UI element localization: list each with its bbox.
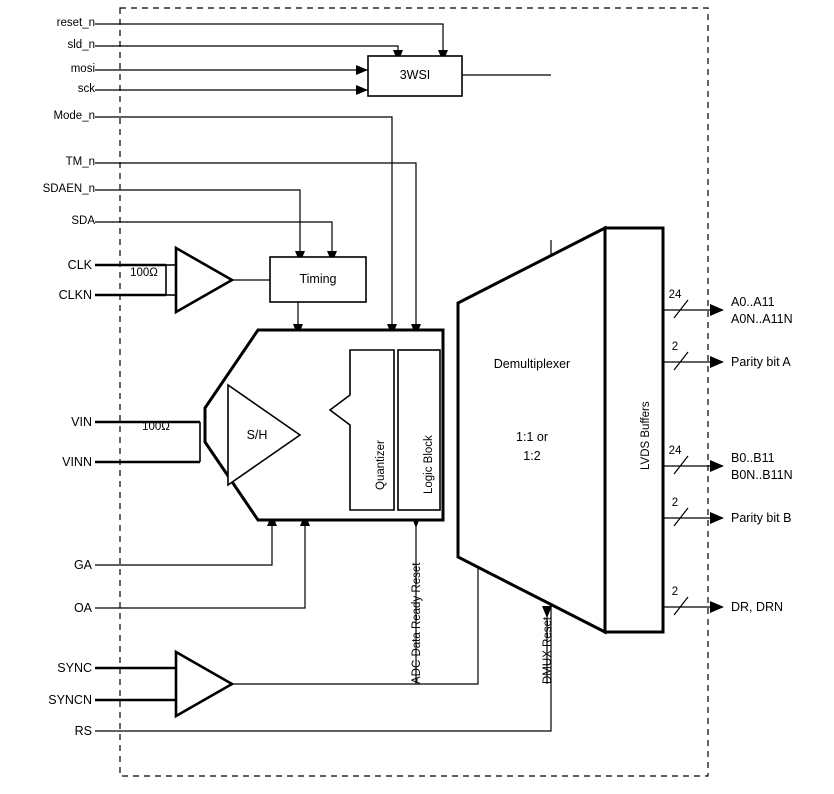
input-label-mosi: mosi — [70, 63, 95, 75]
output-label-bus-b-line1: B0..B11 — [731, 451, 775, 465]
output-label-bus-a-line2: A0N..A11N — [731, 312, 793, 326]
block-label-timing: Timing — [299, 272, 337, 286]
output-label-data-ready: DR, DRN — [731, 600, 784, 614]
input-label-sld_n: sld_n — [67, 39, 95, 51]
input-label-reset_n: reset_n — [56, 17, 95, 29]
output-count-parity-b: 2 — [671, 497, 679, 509]
output-count-parity-a: 2 — [671, 341, 679, 353]
block-label-sample-hold: S/H — [246, 428, 268, 442]
input-label-sync: SYNC — [57, 661, 92, 675]
block-label-lvds-buffers: LVDS Buffers — [640, 401, 652, 470]
input-label-syncn: SYNCN — [48, 693, 92, 707]
output-count-data-ready: 2 — [671, 586, 679, 598]
input-label-mode_n: Mode_n — [53, 110, 95, 122]
block-label-demux-ratio-1: 1:1 or — [516, 430, 548, 444]
input-label-rs: RS — [74, 724, 92, 738]
output-arrowheads — [710, 304, 724, 613]
resistor-label-vin-termination: 100Ω — [142, 421, 170, 433]
clk-buffer — [176, 248, 232, 312]
block-label-demux-ratio-2: 1:2 — [523, 449, 541, 463]
input-label-sda: SDA — [71, 215, 95, 227]
input-label-sdaen_n: SDAEN_n — [42, 183, 95, 195]
input-label-oa: OA — [73, 601, 92, 615]
output-count-bus-a: 24 — [668, 289, 682, 301]
input-label-ga: GA — [73, 558, 92, 572]
input-label-vinn: VINN — [62, 455, 92, 469]
block-label-logic-block: Logic Block — [423, 435, 435, 494]
input-label-tm_n: TM_n — [65, 156, 95, 168]
output-label-bus-a-line1: A0..A11 — [731, 295, 775, 309]
lvds-buffers-shape — [605, 228, 663, 632]
block-label-quantizer: Quantizer — [375, 440, 387, 490]
input-label-vin: VIN — [71, 415, 92, 429]
resistor-label-clk-termination: 100Ω — [130, 267, 158, 279]
output-count-bus-b: 24 — [668, 445, 682, 457]
input-label-clkn: CLKN — [58, 288, 92, 302]
output-label-parity-a: Parity bit A — [731, 355, 791, 369]
internal-label-dmux-reset: DMUX Reset — [542, 616, 554, 684]
block-label-demultiplexer: Demultiplexer — [493, 357, 571, 371]
internal-label-adc-data-ready-reset: ADC Data Ready Reset — [411, 562, 423, 684]
input-label-sck: sck — [77, 83, 95, 95]
sync-buffer — [176, 652, 232, 716]
output-label-bus-b-line2: B0N..B11N — [731, 468, 793, 482]
input-label-clk: CLK — [67, 258, 92, 272]
block-label-3wsi: 3WSI — [399, 68, 431, 82]
output-label-parity-b: Parity bit B — [731, 511, 792, 525]
